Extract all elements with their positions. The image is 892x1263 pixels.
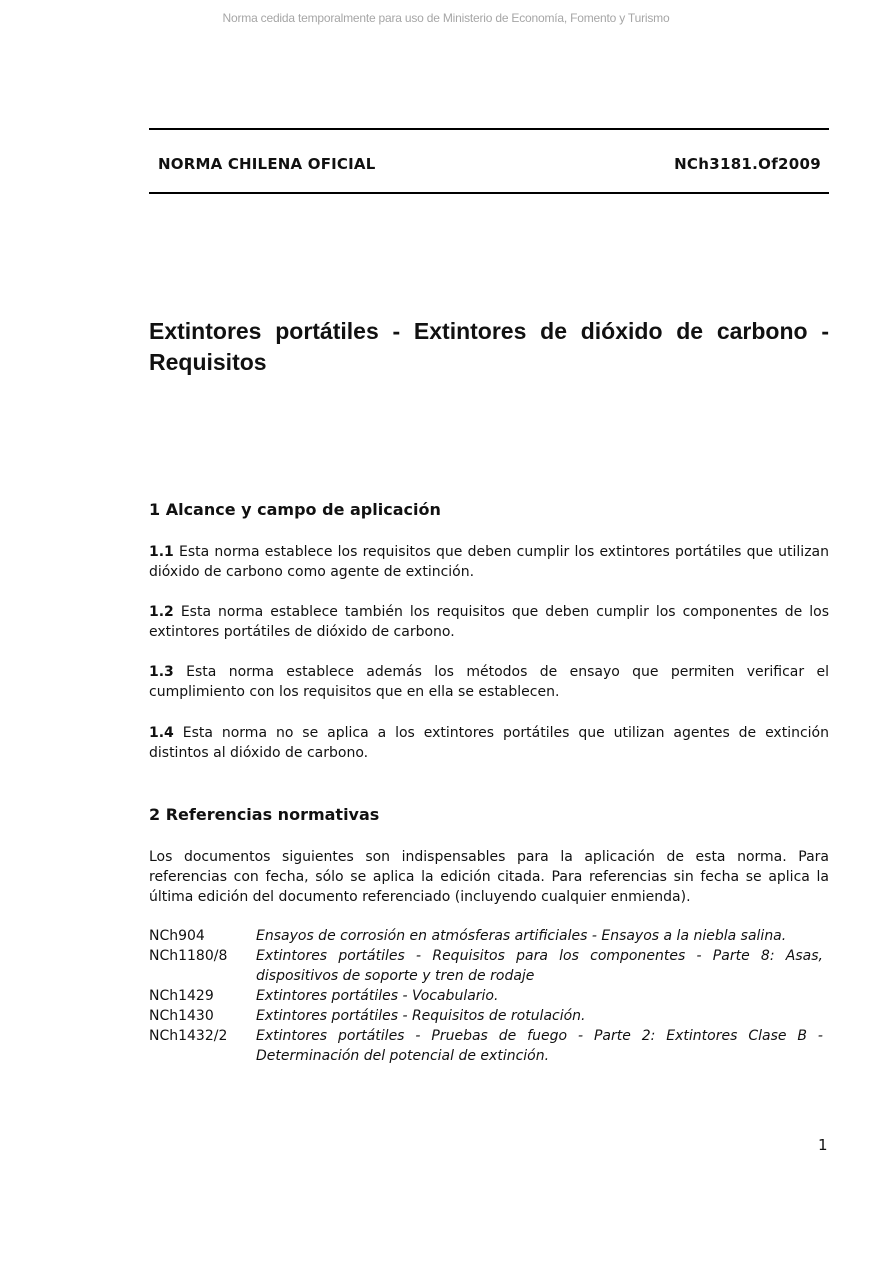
header-top-rule: [149, 128, 829, 130]
reference-code: NCh904: [149, 928, 205, 944]
reference-item: [149, 1026, 829, 1066]
document-title: Extintores portátiles - Extintores de dióxido de carbono - Requisitos: [149, 318, 829, 375]
reference-title: Extintores portátiles - Requisitos de rotulación.: [256, 1008, 586, 1024]
reference-code: NCh1432/2: [149, 1028, 228, 1044]
clause-text: Esta norma establece también los requisitos que deben cumplir los componentes de los extintores portátiles de dióxido de carbono.: [149, 604, 829, 640]
clause-1-1: [149, 542, 829, 582]
header-standard-code: NCh3181.Of2009: [674, 155, 821, 173]
header-bottom-rule: [149, 192, 829, 194]
reference-code: NCh1429: [149, 988, 214, 1004]
clause-number: 1.3: [149, 664, 174, 680]
header-standard-type: NORMA CHILENA OFICIAL: [158, 155, 376, 173]
clause-text: Esta norma establece los requisitos que deben cumplir los extintores portátiles que utilizan dióxido de carbono como agente de extinción.: [149, 544, 829, 580]
clause-1-2: [149, 602, 829, 642]
clause-text: Esta norma establece además los métodos de ensayo que permiten verificar el cumplimiento con los requisitos que en ella se establecen.: [149, 664, 829, 700]
clause-number: 1.1: [149, 544, 174, 560]
clause-number: 1.4: [149, 725, 174, 741]
reference-item: [149, 926, 829, 946]
clause-text: Esta norma no se aplica a los extintores portátiles que utilizan agentes de extinción distintos al dióxido de carbono.: [149, 725, 829, 761]
reference-title: Extintores portátiles - Requisitos para los componentes - Parte 8: Asas, dispositivos de soporte y tren de rodaje: [256, 948, 823, 984]
reference-item: [149, 946, 829, 986]
reference-item: [149, 986, 829, 1006]
watermark-text: Norma cedida temporalmente para uso de Ministerio de Economía, Fomento y Turismo: [222, 11, 670, 25]
clause-1-4: [149, 723, 829, 763]
section-1-heading: 1 Alcance y campo de aplicación: [149, 500, 441, 519]
references-list: [149, 926, 829, 1066]
reference-title: Ensayos de corrosión en atmósferas artificiales - Ensayos a la niebla salina.: [256, 928, 787, 944]
clause-number: 1.2: [149, 604, 174, 620]
section-2-heading: 2 Referencias normativas: [149, 805, 380, 824]
clause-1-3: [149, 662, 829, 702]
reference-title: Extintores portátiles - Vocabulario.: [256, 988, 499, 1004]
reference-title: Extintores portátiles - Pruebas de fuego - Parte 2: Extintores Clase B - Determinación del potencial de extinción.: [256, 1028, 823, 1064]
reference-item: [149, 1006, 829, 1026]
reference-code: NCh1430: [149, 1008, 214, 1024]
reference-code: NCh1180/8: [149, 948, 228, 964]
references-intro: Los documentos siguientes son indispensables para la aplicación de esta norma. Para referencias con fecha, sólo se aplica la edición citada. Para referencias sin fecha se aplica la última edición del documento referenciado (incluyendo cualquier enmienda).: [149, 849, 829, 905]
page-number: 1: [818, 1136, 828, 1154]
